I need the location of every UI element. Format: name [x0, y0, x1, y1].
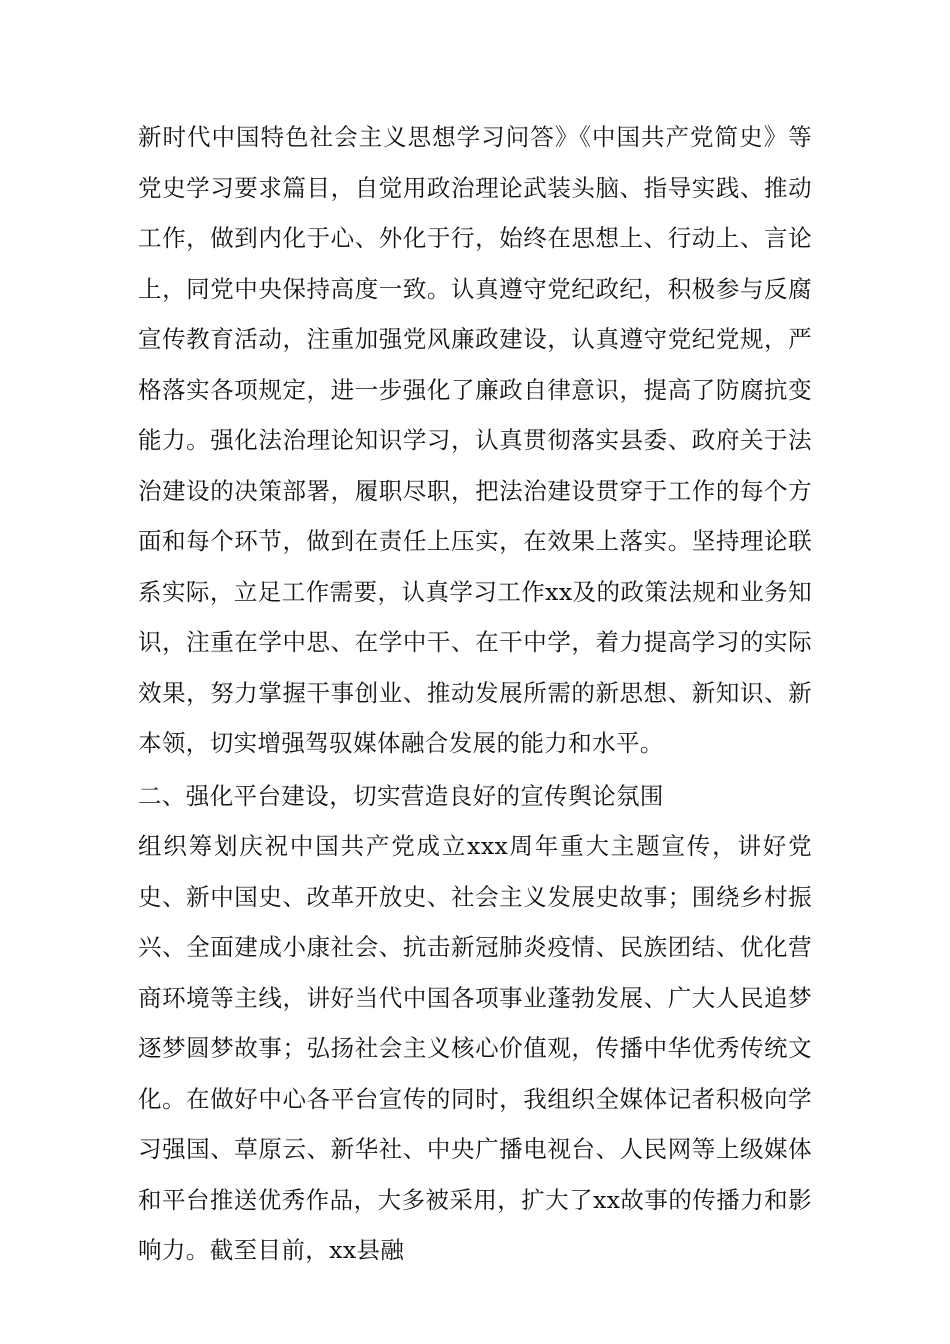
document-body: [138, 112, 812, 1276]
paragraph-platform-construction: 组织筹划庆祝中国共产党成立xxx周年重大主题宣传，讲好党史、新中国史、改革开放史、社会主义发展史故事；围绕乡村振兴、全面建成小康社会、抗击新冠肺炎疫情、民族团结、优化营商环境等主线，讲好当代中国各项事业蓬勃发展、广大人民追梦逐梦圆梦故事；弘扬社会主义核心价值观，传播中华优秀传统文化。在做好中心各平台宣传的同时，我组织全媒体记者积极向学习强国、草原云、新华社、中央广播电视台、人民网等上级媒体和平台推送优秀作品，大多被采用，扩大了xx故事的传播力和影响力。截至目前，xx县融: [138, 832, 812, 1264]
paragraph-continued-study: 新时代中国特色社会主义思想学习问答》《中国共产党简史》等党史学习要求篇目，自觉用政治理论武装头脑、指导实践、推动工作，做到内化于心、外化于行，始终在思想上、行动上、言论上，同党中央保持高度一致。认真遵守党纪政纪，积极参与反腐宣传教育活动，注重加强党风廉政建设，认真遵守党纪党规，严格落实各项规定，进一步强化了廉政自律意识，提高了防腐抗变能力。强化法治理论知识学习，认真贯彻落实县委、政府关于法治建设的决策部署，履职尽职，把法治建设贯穿于工作的每个方面和每个环节，做到在责任上压实，在效果上落实。坚持理论联系实际，立足工作需要，认真学习工作xx及的政策法规和业务知识，注重在学中思、在学中干、在干中学，着力提高学习的实际效果，努力掌握干事创业、推动发展所需的新思想、新知识、新本领，切实增强驾驭媒体融合发展的能力和水平。: [138, 123, 812, 757]
section-heading-two: 二、强化平台建设，切实营造良好的宣传舆论氛围: [138, 781, 664, 810]
